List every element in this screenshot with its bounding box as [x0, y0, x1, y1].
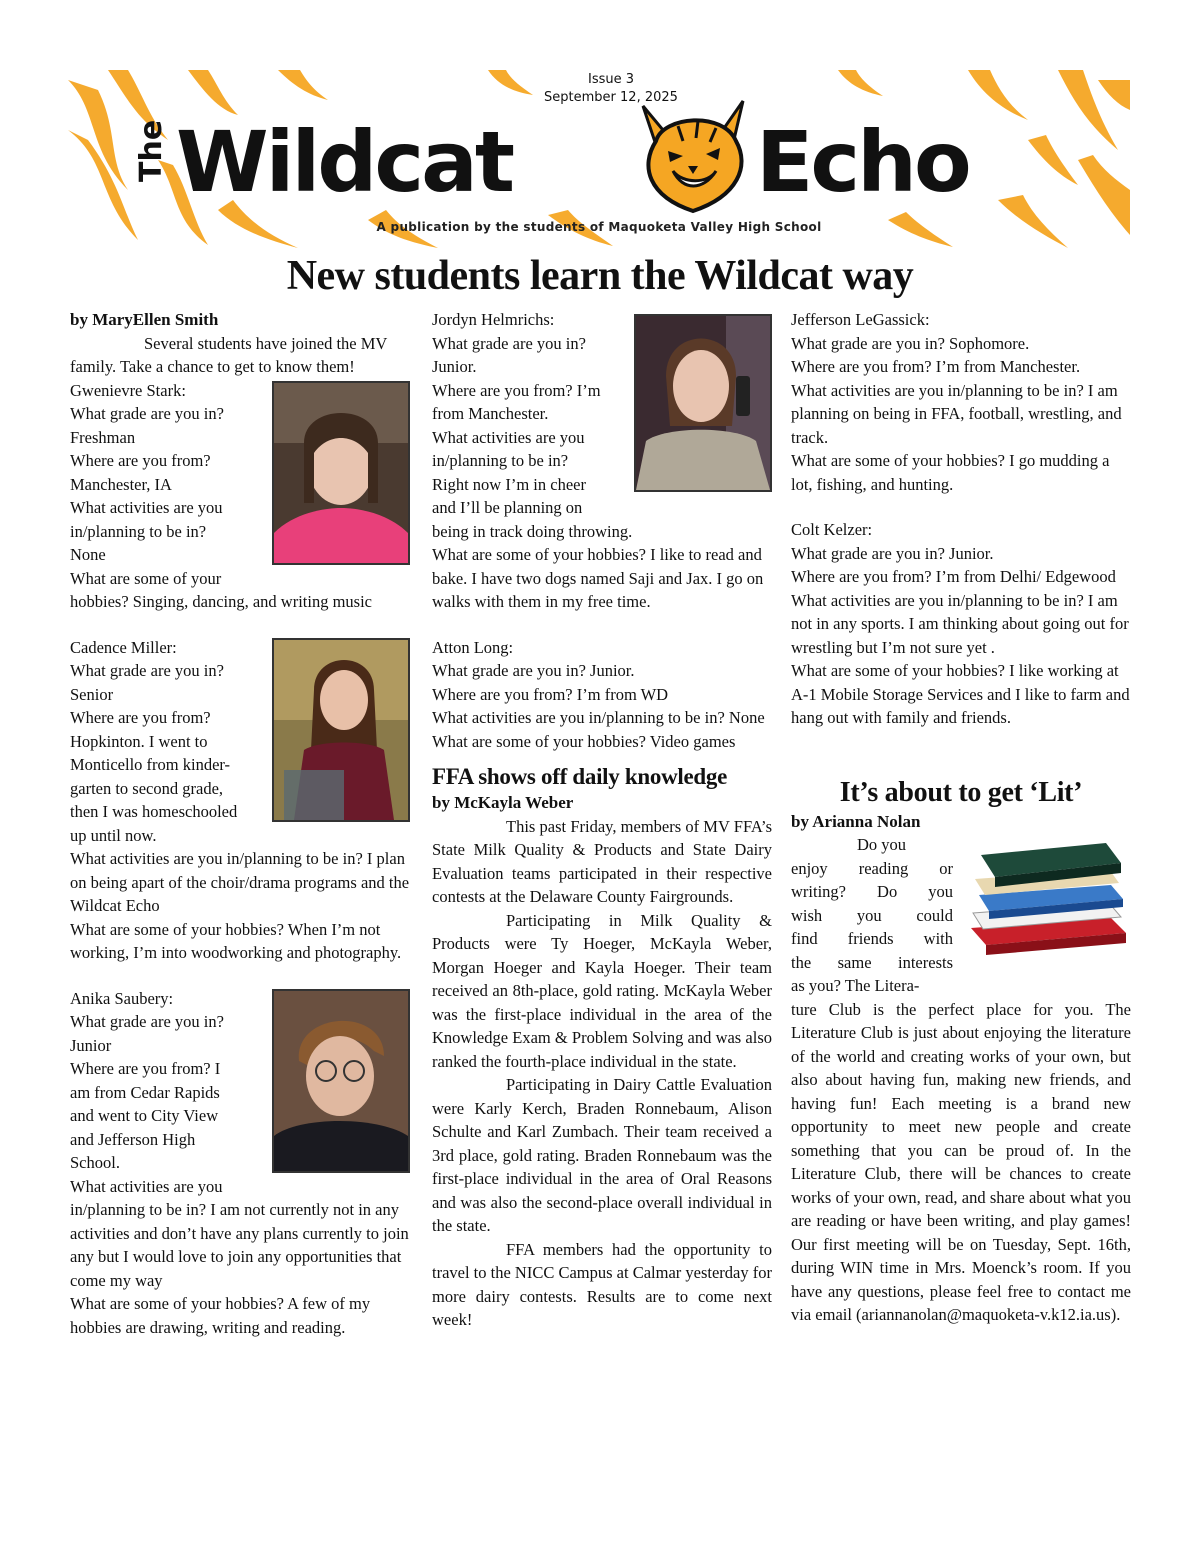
- books-stack-icon: [961, 833, 1131, 973]
- profile-hobbies: What are some of your hobbies? Video games: [432, 731, 736, 751]
- profile-line: garten to second grade,: [70, 778, 224, 798]
- profile-grade: What grade are you in? Junior.: [432, 661, 635, 680]
- profile-line: and I’ll be planning on: [432, 498, 583, 517]
- profile-name: Anika Saubery:: [70, 988, 174, 1008]
- profile-from: Where are you from? I’m from Manchester.: [791, 357, 1081, 376]
- profile-jefferson: [791, 308, 1131, 496]
- profile-line: in/planning to be in?: [432, 451, 569, 470]
- issue-date: September 12, 2025: [544, 90, 678, 105]
- profile-jordyn: [432, 308, 772, 614]
- masthead-echo-word: Echo: [756, 113, 969, 211]
- lit-lead-line: find friends with: [791, 929, 953, 948]
- ffa-headline: FFA shows off daily knowledge: [432, 764, 728, 789]
- profile-line: None: [70, 545, 106, 564]
- intro-paragraph: Several students have joined the MV family. Take a chance to get to know them!: [70, 333, 388, 376]
- profile-line: What are some of your: [70, 568, 222, 588]
- column-2: [432, 308, 772, 1332]
- profile-gwenievre: [70, 379, 410, 614]
- lit-lead-line: wish you could: [791, 905, 953, 925]
- wildcat-head-icon: [628, 96, 758, 216]
- main-headline: New students learn the Wildcat way: [286, 253, 914, 299]
- profile-name: Cadence Miller:: [70, 637, 177, 657]
- profile-hobbies: What are some of your hobbies? I go mudding a lot, fishing, and hunting.: [791, 451, 1110, 494]
- profile-line: and went to City View: [70, 1106, 219, 1125]
- profile-line: in/planning to be in?: [70, 521, 207, 541]
- lit-article: [791, 776, 1131, 1327]
- profile-line: from Manchester.: [432, 404, 549, 423]
- lit-lead-line: the same interests: [791, 952, 953, 972]
- profile-line: Manchester, IA: [70, 474, 172, 494]
- profile-line: Hopkinton. I went to: [70, 731, 208, 751]
- profile-hobbies: What are some of your hobbies? When I’m not working, I’m into woodworking and photography.: [70, 919, 402, 962]
- profile-name: Gwenievre Stark:: [70, 380, 186, 400]
- profile-anika: [70, 987, 410, 1340]
- issue-number: Issue 3: [587, 72, 635, 87]
- profile-line: Where are you from?: [70, 451, 211, 470]
- profile-line: am from Cedar Rapids: [70, 1082, 220, 1102]
- profile-line: Where are you from? I’m: [432, 380, 601, 400]
- profile-activities: in/planning to be in? I am not currently not in any activities and don’t have any plans currently to join any but I would love to join any opportunities that come my way: [70, 1200, 409, 1290]
- profile-line: then I was homeschooled: [70, 802, 238, 821]
- lit-byline: by Arianna Nolan: [791, 811, 921, 831]
- profile-name: Jefferson LeGassick:: [791, 310, 930, 329]
- ffa-paragraph: This past Friday, members of MV FFA’s State Milk Quality & Products and State Dairy Evaluation teams participated in their respective contests at the Delaware County Fairgrounds.: [432, 816, 772, 906]
- profile-line: and Jefferson High: [70, 1129, 196, 1149]
- lit-lead-line: writing? Do you: [791, 882, 953, 901]
- masthead-tagline: A publication by the students of Maquoketa Valley High School: [376, 220, 822, 234]
- profile-line: What activities are you: [70, 498, 223, 517]
- profile-hobbies: What are some of your hobbies? I like to read and bake. I have two dogs named Saji and Jax. I go on walks with them in my free time.: [432, 545, 764, 611]
- photo-jordyn: [634, 314, 772, 492]
- profile-activities: What activities are you in/planning to be in? I plan on being apart of the choir/drama programs and the Wildcat Echo: [70, 849, 410, 915]
- ffa-paragraph: Participating in Milk Quality & Products were Ty Hoeger, McKayla Weber, Morgan Hoeger and Kayla Hoeger. Their team received an 8th-place, gold rating. McKayla Weber was the first-place individual in the area of the Knowledge Exam & Problem Solving and was also ranked the fourth-place individual in the state.: [432, 910, 772, 1071]
- profile-line: Junior.: [432, 357, 477, 376]
- profile-from: Where are you from? I’m from Delhi/ Edgewood: [791, 567, 1116, 586]
- profile-line: Right now I’m in cheer: [432, 474, 586, 494]
- profile-name: Atton Long:: [432, 637, 514, 657]
- ffa-paragraph: FFA members had the opportunity to travel to the NICC Campus at Calmar yesterday for more dairy contests. Results are to come next week!: [432, 1239, 772, 1329]
- masthead: [68, 70, 1130, 250]
- ffa-article: [432, 763, 772, 1332]
- profile-hobbies: What are some of your hobbies? I like working at A-1 Mobile Storage Services and I like to farm and hang out with family and friends.: [791, 661, 1130, 727]
- profile-from: Where are you from? I’m from WD: [432, 684, 669, 704]
- ffa-byline: by McKayla Weber: [432, 793, 574, 812]
- profile-line: Where are you from? I: [70, 1059, 221, 1078]
- lit-body: ture Club is the perfect place for you. The Literature Club is just about enjoying the literature of the world and creating works of your own, but also about having fun, making new friends, and having fun! Each meeting is a brand new opportunity to meet new people and create something that you can be proud of. In the Literature Club, there will be chances to create works of your own, read, and share about what you are reading or have been writing, and play games! Our first meeting will be on Tuesday, Sept. 16th, during WIN time in Mrs. Moenck’s room. If you have any questions, please feel free to contact me via email (ariannanolan@maquoketa-v.k12.ia.us).: [791, 999, 1131, 1324]
- profile-grade: What grade are you in? Sophomore.: [791, 333, 1030, 353]
- photo-gwenievre: [272, 381, 410, 565]
- photo-cadence: [272, 638, 410, 822]
- profile-line: Senior: [70, 684, 114, 704]
- byline-new-students: by MaryEllen Smith: [70, 310, 219, 329]
- profile-grade: What grade are you in? Junior.: [791, 543, 994, 563]
- lit-lead-line: enjoy reading or: [791, 858, 953, 878]
- profile-line: What activities are you: [432, 427, 585, 447]
- profile-name: Colt Kelzer:: [791, 520, 873, 539]
- lit-lead-line: Do you: [857, 835, 907, 854]
- profile-cadence: [70, 636, 410, 965]
- profile-line: Monticello from kinder-: [70, 755, 231, 774]
- profile-atton: [432, 636, 772, 754]
- profile-line: up until now.: [70, 825, 157, 845]
- profile-line: What grade are you in?: [432, 333, 586, 353]
- column-3: [791, 308, 1131, 1327]
- profile-activities: being in track doing throwing.: [432, 521, 633, 541]
- lit-lead-line: as you? The Litera-: [791, 976, 920, 995]
- profile-activities: What activities are you in/planning to be in? None: [432, 708, 765, 727]
- profile-activities: What activities are you in/planning to be in? I am not in any sports. I am thinking about going out for wrestling but I’m not sure yet .: [791, 590, 1129, 657]
- profile-hobbies: hobbies? Singing, dancing, and writing music: [70, 592, 373, 611]
- masthead-the: The: [134, 119, 169, 182]
- profile-line: What grade are you in?: [70, 404, 224, 423]
- profile-line: What activities are you: [70, 1176, 223, 1196]
- profile-name: Jordyn Helmrichs:: [432, 310, 555, 329]
- profile-line: School.: [70, 1153, 120, 1172]
- masthead-wildcat-word: Wildcat: [176, 113, 512, 211]
- column-1: [70, 308, 410, 1339]
- profile-line: What grade are you in?: [70, 661, 224, 680]
- profile-line: Where are you from?: [70, 708, 211, 727]
- profile-line: Freshman: [70, 427, 136, 447]
- lit-headline: It’s about to get ‘Lit’: [839, 776, 1083, 808]
- photo-anika: [272, 989, 410, 1173]
- profile-line: What grade are you in?: [70, 1012, 224, 1031]
- profile-hobbies: What are some of your hobbies? A few of my hobbies are drawing, writing and reading.: [70, 1294, 371, 1337]
- profile-activities: What activities are you in/planning to be in? I am planning on being in FFA, football, wrestling, and track.: [791, 380, 1122, 447]
- profile-line: Junior: [70, 1035, 112, 1055]
- ffa-paragraph: Participating in Dairy Cattle Evaluation were Karly Kerch, Braden Ronnebaum, Alison Schulte and Karl Zumbach. Their team received a 3rd place, gold rating. Braden Ronnebaum was the first-place individual in the area of Oral Reasons and was also the second-place overall individual in the state.: [432, 1075, 772, 1235]
- profile-colt: [791, 518, 1131, 730]
